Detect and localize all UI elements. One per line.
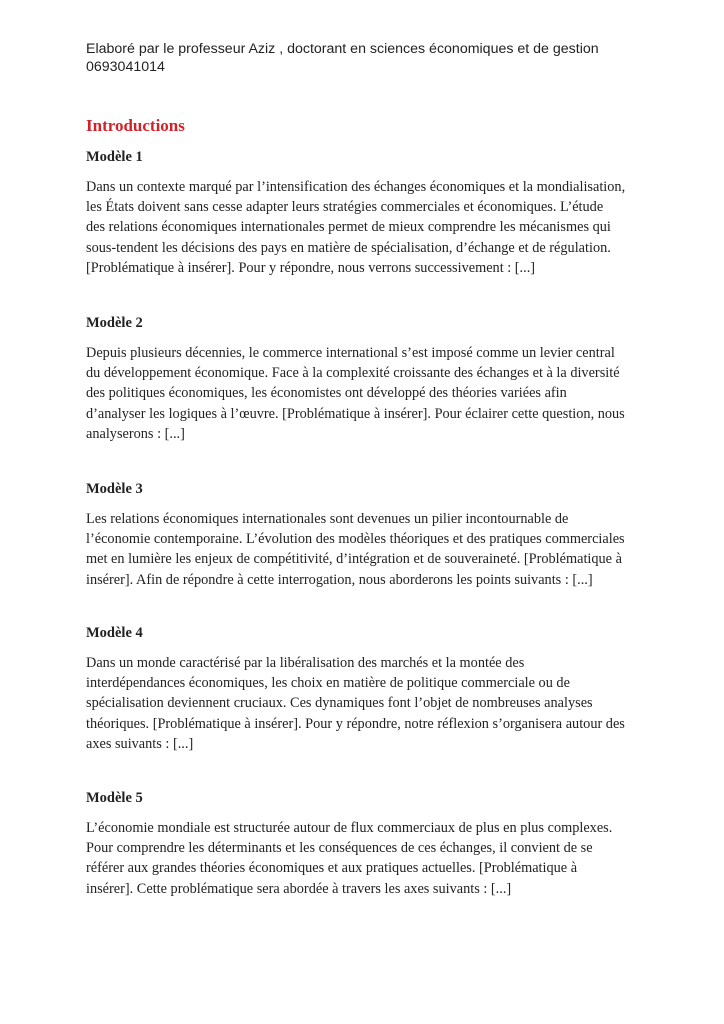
paragraph-line: d’analyser les logiques à l’œuvre. [Problématique à insérer]. Pour éclairer cette question, nous (86, 405, 625, 422)
paragraph-line: les États doivent sans cesse adapter leurs stratégies commerciales et économiques. L’étude (86, 199, 604, 216)
model-paragraph (86, 653, 646, 754)
model-heading: Modèle 4 (86, 625, 143, 641)
paragraph-line: Les relations économiques internationales sont devenues un pilier incontournable de (86, 511, 569, 527)
model-section-3 (86, 480, 646, 590)
paragraph-line: théoriques. [Problématique à insérer]. Pour y répondre, notre réflexion s’organisera autour des (86, 715, 625, 732)
model-paragraph (86, 177, 646, 278)
model-section-5 (86, 789, 646, 899)
paragraph-line: Dans un monde caractérisé par la libéralisation des marchés et la montée des (86, 655, 525, 671)
paragraph-line: insérer]. Afin de répondre à cette interrogation, nous aborderons les points suivants : [...] (86, 571, 593, 588)
page-header (86, 40, 666, 76)
paragraph-line: spécialisation deviennent cruciaux. Ces dynamiques font l’objet de nombreuses analyses (86, 695, 593, 712)
paragraph-line: sous-tendent les décisions des pays en matière de spécialisation, d’échange et de régulation. (86, 239, 611, 256)
model-paragraph (86, 818, 646, 899)
model-section-4 (86, 624, 646, 754)
paragraph-line: des politiques économiques, les économistes ont développé des théories variées afin (86, 385, 567, 402)
phone-number: 0693041014 (86, 59, 165, 75)
paragraph-line: Depuis plusieurs décennies, le commerce international s’est imposé comme un levier central (86, 345, 615, 361)
paragraph-line: met en lumière les enjeux de compétitivité, d’intégration et de souveraineté. [Problématique à (86, 551, 622, 568)
model-heading: Modèle 2 (86, 315, 143, 331)
paragraph-line: axes suivants : [...] (86, 735, 194, 752)
model-section-2 (86, 314, 646, 444)
model-heading: Modèle 1 (86, 149, 143, 165)
model-paragraph (86, 509, 646, 590)
model-heading: Modèle 3 (86, 481, 143, 497)
paragraph-line: référer aux grandes théories économiques et aux pratiques actuelles. [Problématique à (86, 860, 578, 877)
paragraph-line: interdépendances économiques, les choix en matière de politique commerciale ou de (86, 675, 570, 692)
paragraph-line: des relations économiques internationales permet de mieux comprendre les mécanismes qui (86, 219, 611, 236)
section-title: Introductions (86, 116, 185, 135)
paragraph-line: l’économie contemporaine. L’évolution des modèles théoriques et des pratiques commerciales (86, 531, 625, 548)
model-paragraph (86, 343, 646, 444)
paragraph-line: L’économie mondiale est structurée autour de flux commerciaux de plus en plus complexes. (86, 820, 613, 836)
paragraph-line: insérer]. Cette problématique sera abordée à travers les axes suivants : [...] (86, 880, 512, 897)
model-section-1 (86, 148, 646, 278)
model-heading: Modèle 5 (86, 790, 143, 806)
paragraph-line: Pour comprendre les déterminants et les conséquences de ces échanges, il convient de se (86, 840, 593, 857)
author-line: Elaboré par le professeur Aziz , doctorant en sciences économiques et de gestion (86, 41, 599, 57)
paragraph-line: [Problématique à insérer]. Pour y répondre, nous verrons successivement : [...] (86, 259, 536, 276)
paragraph-line: du développement économique. Face à la complexité croissante des échanges et à la diversité (86, 365, 620, 382)
paragraph-line: analyserons : [...] (86, 425, 185, 442)
paragraph-line: Dans un contexte marqué par l’intensification des échanges économiques et la mondialisation, (86, 179, 626, 195)
